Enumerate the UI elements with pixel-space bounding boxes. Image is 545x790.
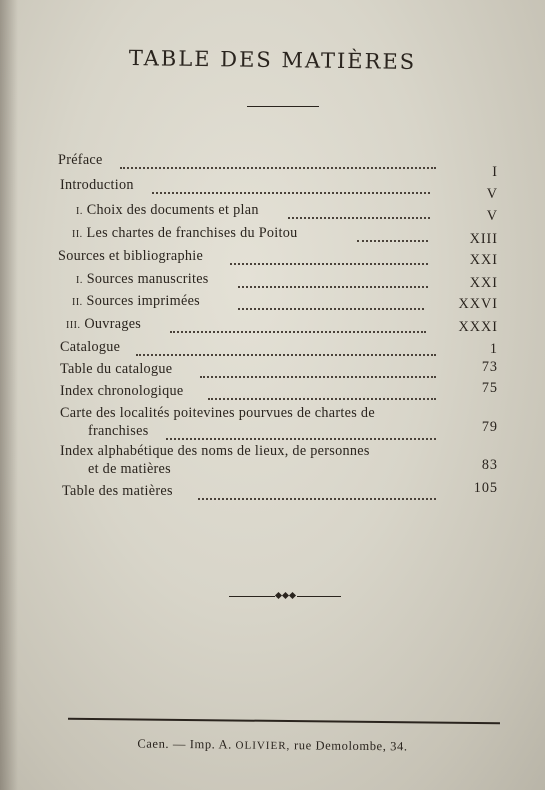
toc-entry-number: II.	[72, 229, 83, 240]
toc-entry-preface[interactable]	[58, 152, 498, 180]
imprint-printer-prefix: Imp.	[189, 737, 216, 752]
imprint-printer-initial: A.	[218, 737, 232, 752]
page-edge-shadow	[0, 0, 18, 790]
toc-entry-page: XXVI	[458, 296, 498, 312]
toc-entry-sources-manuscrites[interactable]	[58, 271, 498, 291]
toc-entry-number: III.	[66, 320, 81, 331]
dot-leader	[198, 488, 436, 500]
toc-entry-label: Préface	[58, 152, 103, 168]
printer-imprint	[0, 735, 545, 756]
toc-entry-label: Introduction	[60, 177, 134, 193]
toc-entry-index-alphabetique[interactable]	[58, 443, 498, 483]
toc-entry-label: Table des matières	[62, 483, 173, 499]
toc-entry-label: Sources et bibliographie	[58, 248, 204, 264]
dot-leader	[120, 157, 436, 169]
toc-entry-label: Index alphabétique des noms de lieux, de personnes	[60, 443, 370, 459]
toc-entry-page: 79	[481, 419, 498, 435]
toc-entry-number: I.	[76, 206, 83, 217]
imprint-city: Caen.	[137, 736, 170, 751]
toc-entry-page: XIII	[469, 231, 498, 247]
dot-leader	[170, 321, 426, 333]
toc-entry-introduction[interactable]	[58, 177, 498, 202]
ornament-divider	[229, 596, 341, 598]
toc-entry-number: I.	[76, 275, 83, 286]
dot-leader	[200, 366, 436, 378]
dot-leader	[238, 276, 428, 288]
toc-entry-page: XXI	[469, 275, 498, 291]
toc-entry-index-chronologique[interactable]	[58, 380, 498, 403]
title-rule	[247, 106, 319, 107]
dot-leader	[288, 207, 430, 219]
imprint-address: rue Demolombe, 34.	[293, 738, 408, 754]
dot-leader	[230, 253, 428, 265]
toc-entry-carte[interactable]	[58, 405, 498, 445]
toc-entry-sources[interactable]	[58, 248, 498, 268]
toc-entry-label: Catalogue	[60, 339, 121, 355]
toc-entry-label: Sources manuscrites	[86, 271, 209, 287]
imprint-printer-name: OLIVIER,	[235, 739, 291, 753]
toc-entry-number: II.	[72, 297, 83, 308]
imprint-dash: —	[172, 736, 187, 752]
toc-entry-page: XXXI	[458, 319, 498, 335]
toc-entry-choix[interactable]	[58, 202, 498, 222]
dot-leader	[208, 388, 436, 400]
toc-entry-label: Carte des localités poitevines pourvues de chartes de	[60, 405, 375, 421]
toc-entry-page: 73	[481, 359, 498, 375]
toc-entry-label-continued: et de matières	[88, 461, 171, 477]
toc-entry-page: 105	[473, 480, 498, 496]
dot-leader	[58, 443, 498, 453]
dot-leader	[136, 344, 436, 356]
toc-entry-table-catalogue[interactable]	[58, 361, 498, 381]
toc-entry-chartes[interactable]	[58, 225, 498, 245]
toc-entry-label: Sources imprimées	[86, 293, 200, 309]
toc-entry-label: Choix des documents et plan	[86, 202, 259, 218]
page-title: TABLE DES MATIÈRES	[128, 45, 417, 75]
toc-entry-label: Ouvrages	[84, 316, 142, 332]
footer-rule	[68, 718, 500, 725]
dot-leader	[357, 230, 428, 242]
toc-entry-table-matieres[interactable]	[58, 480, 498, 503]
toc-entry-sources-imprimees[interactable]	[58, 293, 498, 313]
dot-leader	[166, 428, 436, 440]
toc-entry-page: 75	[481, 380, 498, 396]
toc-entry-catalogue[interactable]	[58, 339, 498, 359]
toc-entry-page: 1	[489, 341, 498, 357]
toc-entry-label-continued: franchises	[88, 423, 149, 439]
toc-entry-page: 83	[481, 457, 498, 473]
toc-entry-page: XXI	[469, 252, 498, 268]
toc-entry-page: V	[486, 208, 498, 224]
toc-entry-label: Index chronologique	[60, 383, 184, 399]
toc-entry-label: Table du catalogue	[60, 361, 173, 377]
toc-entry-page: V	[486, 186, 498, 202]
toc-entry-page: I	[492, 164, 498, 180]
dot-leader	[152, 182, 430, 194]
toc-entry-ouvrages[interactable]	[58, 316, 498, 336]
toc-entry-label: Les chartes de franchises du Poitou	[86, 225, 298, 241]
dot-leader	[238, 298, 424, 310]
